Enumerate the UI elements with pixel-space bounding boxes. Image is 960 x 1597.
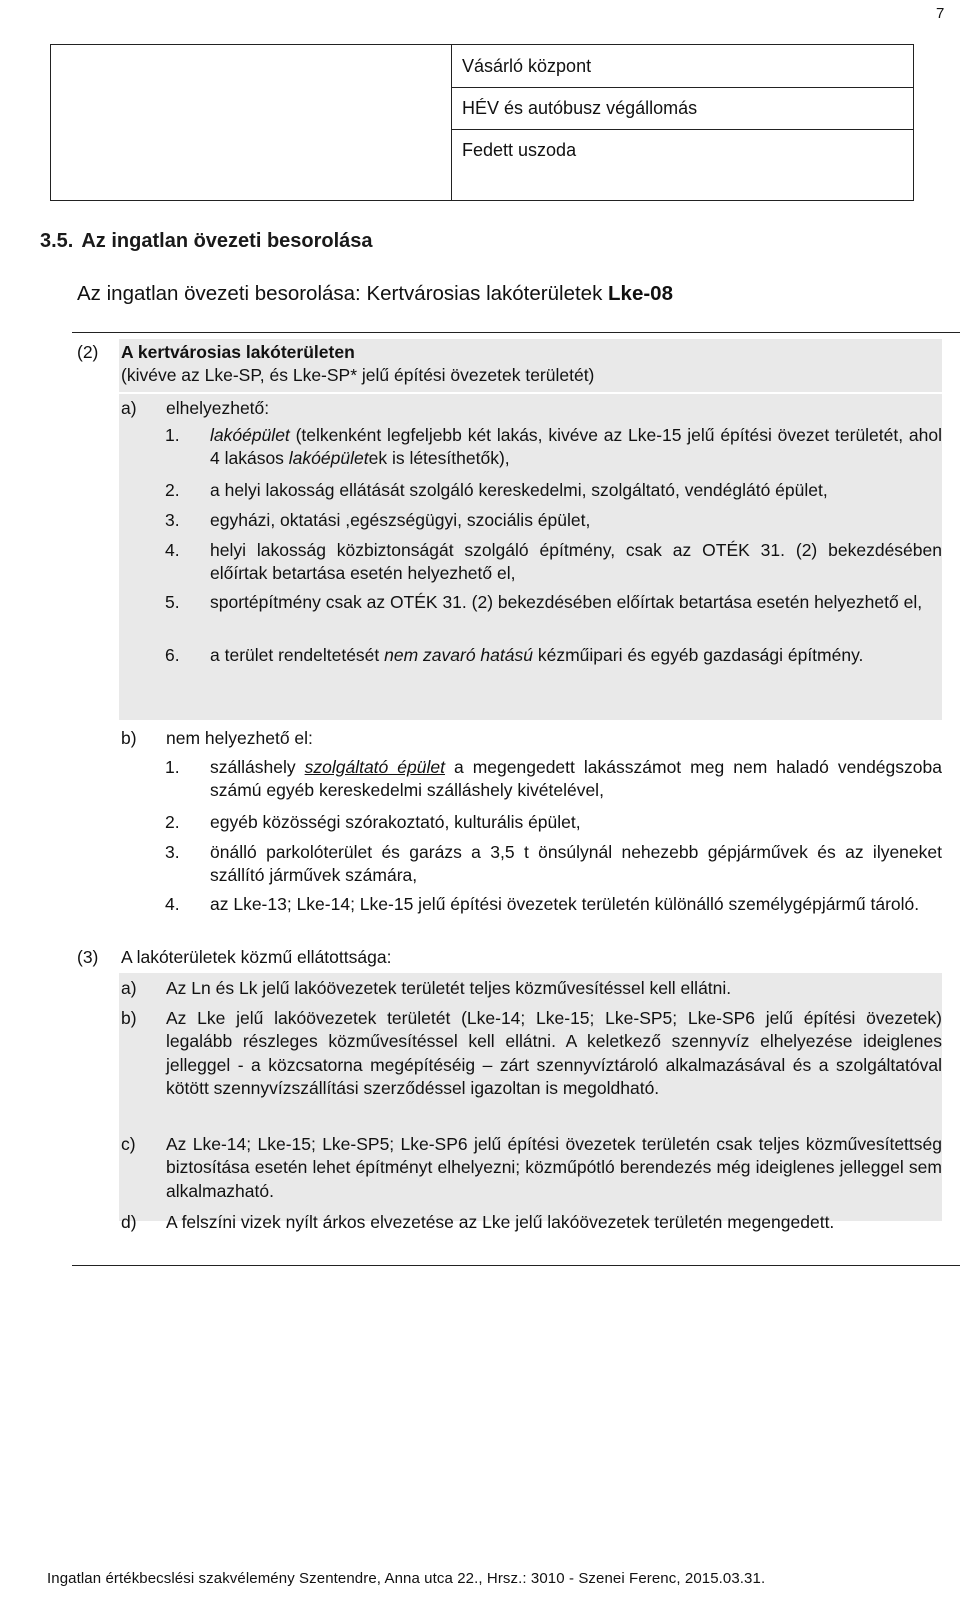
page-footer: Ingatlan értékbecslési szakvélemény Szentendre, Anna utca 22., Hrsz.: 3010 - Szenei Ferenc, 2015.03.31. <box>47 1570 766 1587</box>
para2a-title: elhelyezhető: <box>166 398 270 418</box>
para2a-label: a) <box>121 398 137 418</box>
italic-term: lakóépület <box>210 425 290 445</box>
a-item-text <box>210 424 942 471</box>
p3-item-text: A felszíni vizek nyílt árkos elvezetése az Lke jelű lakóövezetek területén megengedett. <box>166 1212 835 1232</box>
a-item-number: 4. <box>165 540 180 560</box>
text-run: ek is létesíthetők), <box>368 448 510 469</box>
p3-item-letter: a) <box>121 978 137 998</box>
para2-label: (2) <box>77 342 99 362</box>
a-item-text: helyi lakosság közbiztonságát szolgáló építmény, csak az OTÉK 31. (2) bekezdésében előírtak betartása esetén helyezhető el, <box>210 540 942 584</box>
para3-heading: A lakóterületek közmű ellátottsága: <box>121 947 392 967</box>
text-run: (telkenként legfeljebb két lakás, kivéve az Lke-15 jelű építési övezet területét, ahol 4 lakásos <box>210 425 942 469</box>
text-run: a terület rendeltetését <box>210 645 385 665</box>
b-item-number: 2. <box>165 812 180 832</box>
b-item-text: egyéb közösségi szórakoztató, kulturális épület, <box>210 812 581 832</box>
b-item-number: 1. <box>165 757 180 777</box>
a-item-number: 1. <box>165 425 180 445</box>
zoning-code: Lke-08 <box>608 282 673 305</box>
para2b-title: nem helyezhető el: <box>166 728 313 748</box>
b-item-number: 3. <box>165 842 180 862</box>
page-number: 7 <box>936 5 945 22</box>
a-item-text: egyházi, oktatási ,egészségügyi, szociális épület, <box>210 510 591 530</box>
a-item-number: 2. <box>165 480 180 500</box>
p3-item-text: Az Lke jelű lakóövezetek területét (Lke-14; Lke-15; Lke-SP5; Lke-SP6 jelű építési övezetek) legalább részleges közművesítéssel kell ellátni. A keletkező szennyvíz elhelyezése ideiglenes jelleggel - a közcsatorna megépítéséig – zárt szennyvíztároló alkalmazásával és a szolgáltatóval kötött szennyvízszállítási szerződéssel igazoltan is megoldható. <box>166 1008 942 1098</box>
section-title: Az ingatlan övezeti besorolása <box>81 230 373 252</box>
a-item-text <box>210 644 942 667</box>
a-item-text: sportépítmény csak az OTÉK 31. (2) bekezdésében előírtak betartása esetén helyezhető el, <box>210 592 923 612</box>
p3-item-text: Az Lke-14; Lke-15; Lke-SP5; Lke-SP6 jelű építési övezetek területén csak teljes közművesítettség biztosítása esetén lehet építményt elhelyezni; közműpótló berendezés még ideiglenes jelleggel sem alkalmazható. <box>166 1134 942 1201</box>
text-run: a megengedett lakásszámot meg nem haladó vendégszoba számú egyéb kereskedelmi szálláshely kivételével, <box>210 757 942 801</box>
section-number: 3.5. <box>40 230 74 252</box>
b-item-number: 4. <box>165 894 180 914</box>
section-heading <box>40 228 373 255</box>
italic-term: lakóépület <box>288 448 369 469</box>
table-cell: Fedett uszoda <box>462 140 577 160</box>
text-run: szálláshely <box>210 757 305 777</box>
italic-term: szolgáltató épület <box>304 757 445 777</box>
a-item-number: 3. <box>165 510 180 530</box>
table-cell: HÉV és autóbusz végállomás <box>462 98 698 118</box>
b-item-text: az Lke-13; Lke-14; Lke-15 jelű építési övezetek területén különálló személygépjármű tároló. <box>210 894 920 914</box>
table-row <box>451 87 913 130</box>
facilities-table <box>50 44 914 201</box>
p3-item-letter: c) <box>121 1134 136 1154</box>
para2b-label: b) <box>121 728 137 748</box>
p3-item-text: Az Ln és Lk jelű lakóövezetek területét teljes közművesítéssel kell ellátni. <box>166 978 732 998</box>
table-row <box>451 45 913 88</box>
para2-heading: A kertvárosias lakóterületen <box>121 342 355 362</box>
table-row <box>451 129 913 171</box>
zoning-prefix: Az ingatlan övezeti besorolása: Kertvárosias lakóterületek <box>77 282 603 305</box>
a-item-number: 6. <box>165 645 180 665</box>
italic-term: nem zavaró hatású <box>384 645 533 665</box>
a-item-text: a helyi lakosság ellátását szolgáló kereskedelmi, szolgáltató, vendéglátó épület, <box>210 480 828 500</box>
para3-label: (3) <box>77 947 99 967</box>
p3-item-letter: b) <box>121 1008 137 1028</box>
para2-subheading: (kivéve az Lke-SP, és Lke-SP* jelű építési övezetek területét) <box>121 365 595 385</box>
p3-item-letter: d) <box>121 1212 137 1232</box>
zoning-line <box>77 280 673 307</box>
b-item-text <box>210 756 942 803</box>
a-item-number: 5. <box>165 592 180 612</box>
text-run: kézműipari és egyéb gazdasági építmény. <box>532 645 864 665</box>
divider-top <box>72 332 960 333</box>
table-cell: Vásárló központ <box>462 56 592 76</box>
divider-bottom <box>72 1265 960 1266</box>
b-item-text: önálló parkolóterület és garázs a 3,5 t önsúlynál nehezebb gépjárművek és az ilyeneket szállító járművek számára, <box>210 842 942 886</box>
